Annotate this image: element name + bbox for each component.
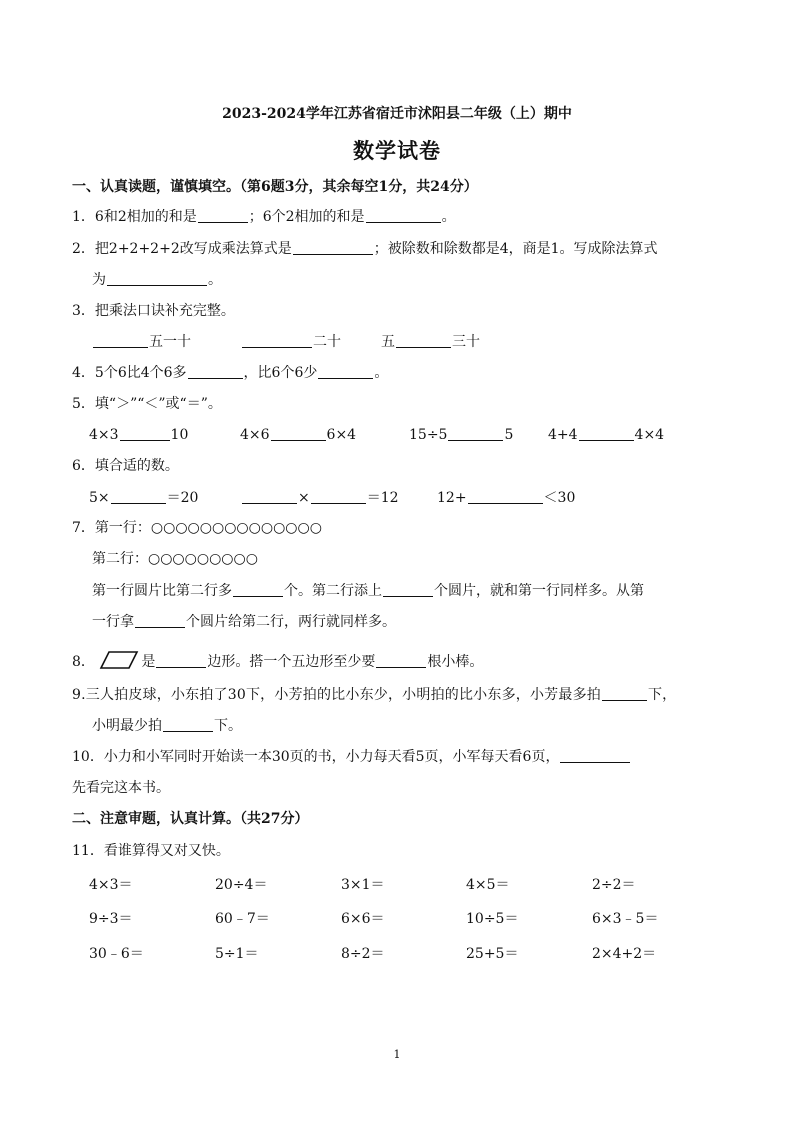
compare-item-1: 4×3 10 (89, 427, 189, 443)
question-10-cont: 先看完这本书。 (72, 780, 170, 796)
answer-blank[interactable] (93, 333, 148, 348)
question-7-text: 第一行圆片比第二行多 个。第二行添上 个圆片，就和第一行同样多。从第 (92, 583, 644, 599)
answer-blank[interactable] (468, 489, 543, 504)
calc-item: 2÷2＝ (592, 877, 636, 893)
question-11: 11．看谁算得又对又快。 (72, 843, 230, 859)
calc-item: 9÷3＝ (89, 911, 133, 927)
calc-item: 10÷5＝ (466, 911, 519, 927)
exam-title: 2023-2024学年江苏省宿迁市沭阳县二年级（上）期中 (222, 106, 572, 122)
question-3-item-2: 二十 (241, 333, 341, 351)
fill-item-3: 12+ ＜30 (437, 490, 576, 506)
answer-blank[interactable] (271, 426, 326, 441)
question-3-item-1: 五一十 (92, 333, 191, 351)
calc-item: 30﹣6＝ (89, 946, 144, 962)
question-4: 4．5个6比4个6多 ，比6个6少 。 (72, 365, 389, 381)
question-2-cont: 为 。 (92, 272, 222, 288)
section1-heading: 一、认真读题，谨慎填空。（第6题3分，其余每空1分，共24分） (72, 179, 478, 195)
answer-blank[interactable] (293, 240, 373, 255)
question-8: 8． 是 边形。搭一个五边形至少要 根小棒。 (72, 650, 483, 671)
calc-item: 2×4+2＝ (592, 946, 657, 962)
answer-blank[interactable] (163, 717, 213, 732)
page-number: 1 (393, 1048, 401, 1061)
question-10: 10．小力和小军同时开始读一本30页的书，小力每天看5页，小军每天看6页， (72, 748, 631, 766)
answer-blank[interactable] (242, 333, 312, 348)
question-3-item-3: 五 三十 (381, 334, 480, 350)
answer-blank[interactable] (579, 426, 634, 441)
question-5: 5．填“＞”“＜”或“＝”。 (72, 396, 222, 412)
exam-subtitle: 数学试卷 (353, 138, 441, 163)
question-2: 2．把2+2+2+2改写成乘法算式是 ；被除数和除数都是4，商是1。写成除法算式 (72, 241, 658, 257)
answer-blank[interactable] (311, 489, 366, 504)
answer-blank[interactable] (120, 426, 170, 441)
compare-item-4: 4+4 4×4 (548, 427, 665, 443)
question-9-cont: 小明最少拍 下。 (92, 718, 242, 734)
answer-blank[interactable] (376, 653, 426, 668)
section2-heading: 二、注意审题，认真计算。（共27分） (72, 811, 309, 827)
answer-blank[interactable] (318, 364, 373, 379)
calc-item: 3×1＝ (341, 877, 385, 893)
answer-blank[interactable] (111, 489, 166, 504)
calc-item: 60﹣7＝ (215, 911, 270, 927)
answer-blank[interactable] (383, 582, 433, 597)
question-3: 3．把乘法口诀补充完整。 (72, 303, 235, 319)
question-7-row1: 7．第一行：○○○○○○○○○○○○○○ (72, 520, 322, 536)
answer-blank[interactable] (135, 613, 185, 628)
calc-item: 8÷2＝ (341, 946, 385, 962)
question-1: 1．6和2相加的和是 ；6个2相加的和是 。 (72, 209, 456, 225)
answer-blank[interactable] (396, 333, 451, 348)
compare-item-3: 15÷5 5 (409, 427, 514, 443)
fill-item-2: × ＝12 (241, 489, 399, 507)
answer-blank[interactable] (448, 426, 503, 441)
calc-item: 6×3﹣5＝ (592, 911, 659, 927)
answer-blank[interactable] (560, 748, 630, 763)
calc-item: 4×3＝ (89, 877, 133, 893)
calc-item: 6×6＝ (341, 911, 385, 927)
question-7-row2: 第二行：○○○○○○○○○ (92, 551, 258, 567)
question-7-text-cont: 一行拿 个圆片给第二行，两行就同样多。 (92, 614, 396, 630)
answer-blank[interactable] (198, 208, 248, 223)
calc-item: 25+5＝ (466, 946, 519, 962)
answer-blank[interactable] (107, 271, 207, 286)
answer-blank[interactable] (233, 582, 283, 597)
answer-blank[interactable] (156, 653, 206, 668)
question-9: 9.三人拍皮球，小东拍了30下，小芳拍的比小东少，小明拍的比小东多，小芳最多拍 下， (72, 687, 677, 703)
answer-blank[interactable] (242, 489, 297, 504)
calc-item: 20÷4＝ (215, 877, 268, 893)
question-6: 6．填合适的数。 (72, 458, 179, 474)
parallelogram-icon (99, 650, 139, 670)
fill-item-1: 5× ＝20 (89, 490, 199, 506)
calc-item: 4×5＝ (466, 877, 510, 893)
answer-blank[interactable] (188, 364, 243, 379)
calc-item: 5÷1＝ (215, 946, 259, 962)
compare-item-2: 4×6 6×4 (240, 427, 357, 443)
answer-blank[interactable] (366, 208, 441, 223)
answer-blank[interactable] (602, 686, 647, 701)
